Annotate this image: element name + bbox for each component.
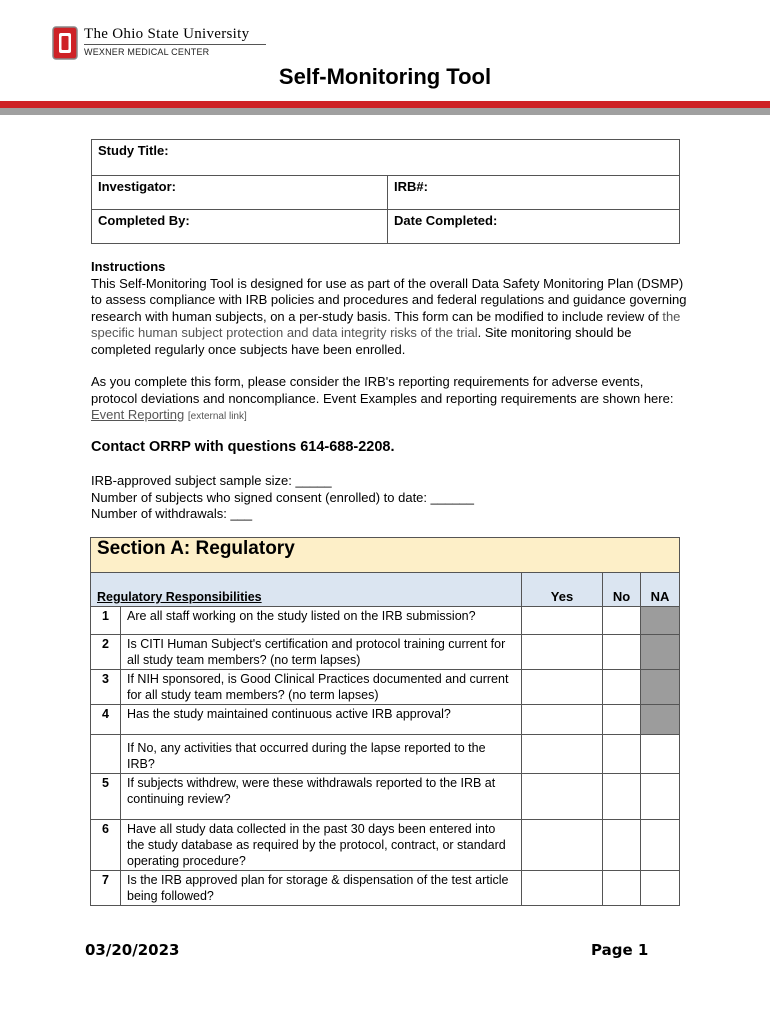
investigator-label: Investigator: <box>98 179 177 194</box>
study-title-label: Study Title: <box>98 143 169 158</box>
answer-no-cell[interactable] <box>603 705 641 735</box>
question-text: If NIH sponsored, is Good Clinical Practices documented and current for all study team members? (no term lapses) <box>121 670 522 705</box>
instructions-paragraph-1 <box>91 276 691 359</box>
header-red-bar <box>0 101 770 108</box>
answer-na-cell[interactable] <box>641 820 680 871</box>
row-number: 5 <box>91 774 121 820</box>
answer-na-cell <box>641 670 680 705</box>
question-text: If subjects withdrew, were these withdrawals reported to the IRB at continuing review? <box>121 774 522 820</box>
sample-size-line: IRB-approved subject sample size: _____ <box>91 473 332 488</box>
answer-na-cell <box>641 705 680 735</box>
university-name: The Ohio State University <box>84 26 250 42</box>
answer-na-cell <box>641 635 680 670</box>
question-text: Are all staff working on the study listed on the IRB submission? <box>121 607 522 635</box>
irb-field[interactable] <box>388 176 680 210</box>
investigator-field[interactable] <box>92 176 388 210</box>
instructions-paragraph-2 <box>91 374 691 426</box>
answer-no-cell[interactable] <box>603 871 641 906</box>
event-reporting-link[interactable]: Event Reporting <box>91 407 185 422</box>
table-row <box>91 670 680 705</box>
completed-by-field[interactable] <box>92 210 388 244</box>
answer-no-cell[interactable] <box>603 735 641 774</box>
reporting-text: As you complete this form, please consider the IRB's reporting requirements for adverse events, protocol deviations and noncompliance. Event Examples and reporting requirements are shown here: <box>91 374 674 406</box>
answer-yes-cell[interactable] <box>522 735 603 774</box>
question-text: If No, any activities that occurred during the lapse reported to the IRB? <box>121 735 522 774</box>
answer-yes-cell[interactable] <box>522 670 603 705</box>
table-row <box>91 820 680 871</box>
row-number: 1 <box>91 607 121 635</box>
study-title-field[interactable] <box>92 140 680 176</box>
table-row <box>91 774 680 820</box>
instructions-text-b: the specific human subject protection and data integrity risks of the trial <box>91 308 681 340</box>
row-number <box>91 735 121 774</box>
instructions-heading: Instructions <box>91 259 166 274</box>
row-number: 6 <box>91 820 121 871</box>
section-a-table <box>90 537 680 906</box>
row-number: 2 <box>91 635 121 670</box>
col-yes: Yes <box>522 573 603 607</box>
answer-no-cell[interactable] <box>603 820 641 871</box>
question-text: Is CITI Human Subject's certification and protocol training current for all study team members? (no term lapses) <box>121 635 522 670</box>
row-number: 4 <box>91 705 121 735</box>
medical-center-name: WEXNER MEDICAL CENTER <box>84 47 210 57</box>
category-header: Regulatory Responsibilities <box>91 573 522 607</box>
date-completed-label: Date Completed: <box>394 213 498 228</box>
table-row <box>91 705 680 735</box>
table-row <box>91 735 680 774</box>
answer-na-cell[interactable] <box>641 871 680 906</box>
answer-yes-cell[interactable] <box>522 871 603 906</box>
answer-no-cell[interactable] <box>603 635 641 670</box>
answer-yes-cell[interactable] <box>522 820 603 871</box>
row-number: 7 <box>91 871 121 906</box>
answer-no-cell[interactable] <box>603 607 641 635</box>
study-info-table <box>91 139 680 244</box>
withdrawals-line: Number of withdrawals: ___ <box>91 506 253 521</box>
date-completed-field[interactable] <box>388 210 680 244</box>
answer-yes-cell[interactable] <box>522 607 603 635</box>
external-link-note: [external link] <box>187 411 247 422</box>
row-number: 3 <box>91 670 121 705</box>
university-underline <box>84 44 266 45</box>
footer-page-number: Page 1 <box>591 941 649 959</box>
question-text: Is the IRB approved plan for storage & dispensation of the test article being followed? <box>121 871 522 906</box>
instructions-text-a: This Self-Monitoring Tool is designed for use as part of the overall Data Safety Monitoring Plan (DSMP) to assess compliance with IRB policies and procedures and federal regulations and guidance governing research with human subjects, on a per-study basis. This form can be modified to include review of <box>91 275 687 324</box>
subject-counts <box>91 473 691 523</box>
instructions-block <box>91 259 691 358</box>
instructions-text-c: . Site monitoring should be completed regularly once subjects have been enrolled. <box>91 325 632 357</box>
answer-na-cell <box>641 607 680 635</box>
table-row <box>91 635 680 670</box>
completed-by-label: Completed By: <box>98 213 190 228</box>
answer-no-cell[interactable] <box>603 774 641 820</box>
table-row <box>91 871 680 906</box>
col-no: No <box>603 573 641 607</box>
irb-label: IRB#: <box>394 179 428 194</box>
question-text: Have all study data collected in the past 30 days been entered into the study database as required by the protocol, contract, or standard operating procedure? <box>121 820 522 871</box>
question-text: Has the study maintained continuous active IRB approval? <box>121 705 522 735</box>
col-na: NA <box>641 573 680 607</box>
answer-yes-cell[interactable] <box>522 774 603 820</box>
answer-na-cell[interactable] <box>641 774 680 820</box>
ohio-state-logo-icon <box>52 26 78 60</box>
answer-yes-cell[interactable] <box>522 635 603 670</box>
header-gray-bar <box>0 108 770 115</box>
answer-no-cell[interactable] <box>603 670 641 705</box>
footer-date: 03/20/2023 <box>85 941 180 959</box>
table-row <box>91 607 680 635</box>
page-title: Self-Monitoring Tool <box>278 64 492 89</box>
answer-na-cell[interactable] <box>641 735 680 774</box>
consented-line: Number of subjects who signed consent (enrolled) to date: ______ <box>91 489 475 505</box>
contact-orrp: Contact ORRP with questions 614-688-2208. <box>91 439 395 455</box>
answer-yes-cell[interactable] <box>522 705 603 735</box>
section-a-title: Section A: Regulatory <box>91 538 680 573</box>
